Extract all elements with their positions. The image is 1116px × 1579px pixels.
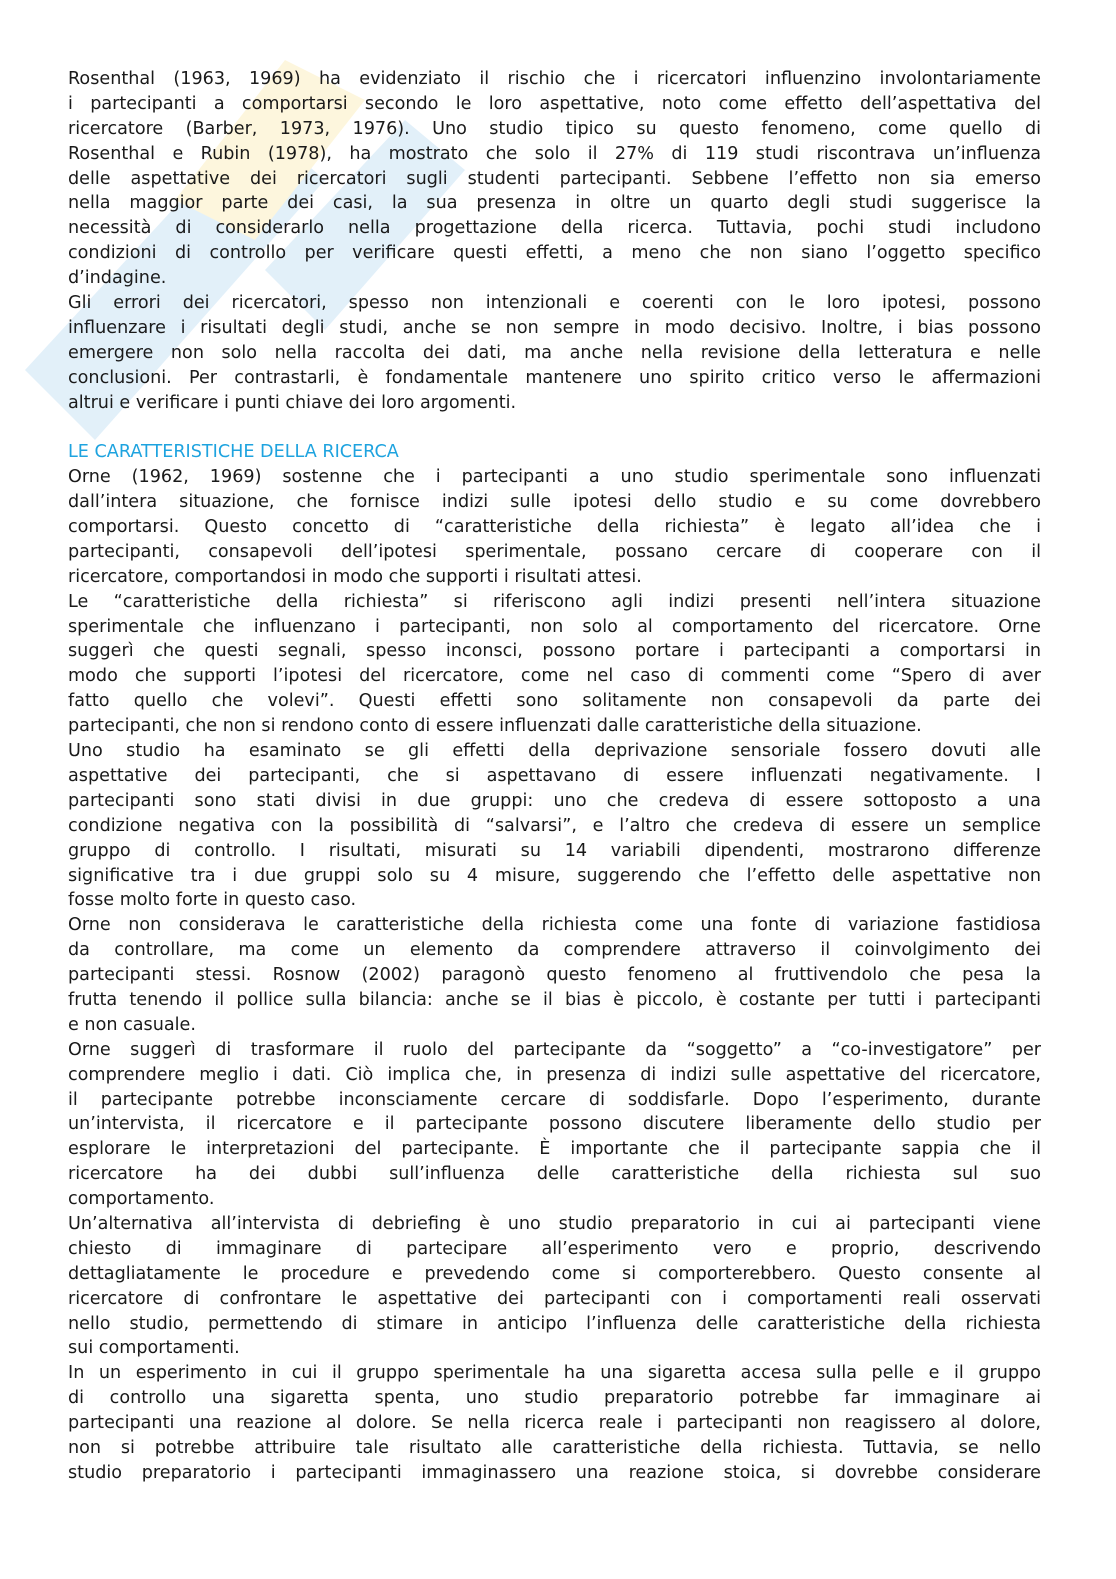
text-line: un’intervista, il ricercatore e il partecipante possono discutere liberamente dello studio per [68, 1114, 1041, 1135]
text-line: da controllare, ma come un elemento da comprendere attraverso il coinvolgimento dei [68, 940, 1041, 961]
text-line: studio preparatorio i partecipanti immaginassero una reazione stoica, si dovrebbe considerare [68, 1462, 1041, 1483]
text-line: emergere non solo nella raccolta dei dati, ma anche nella revisione della letteratura e nelle [68, 342, 1041, 363]
text-line: di controllo una sigaretta spenta, uno studio preparatorio potrebbe far immaginare ai [68, 1388, 1041, 1409]
text-line: partecipanti, consapevoli dell’ipotesi sperimentale, possano cercare di cooperare con il [68, 541, 1041, 562]
text-line: partecipanti sono stati divisi in due gruppi: uno che credeva di essere sottoposto a una [68, 790, 1041, 811]
paragraph [68, 67, 1041, 291]
text-line: condizione negativa con la possibilità di “salvarsi”, e l’altro che credeva di essere un semplice [68, 815, 1041, 836]
text-line: Orne (1962, 1969) sostenne che i partecipanti a uno studio sperimentale sono influenzati [68, 467, 1041, 488]
document-page [68, 67, 1041, 1486]
text-line: Gli errori dei ricercatori, spesso non intenzionali e coerenti con le loro ipotesi, possono [68, 293, 1041, 314]
text-line: Orne non considerava le caratteristiche della richiesta come una fonte di variazione fastidiosa [68, 915, 1041, 936]
text-line: ricercatore di confrontare le aspettative dei partecipanti con i comportamenti reali osservati [68, 1288, 1041, 1309]
text-line: nella maggior parte dei casi, la sua presenza in oltre un quarto degli studi suggerisce la [68, 193, 1041, 214]
text-line: sperimentale che influenzano i partecipanti, non solo al comportamento del ricercatore. Orne [68, 616, 1041, 637]
text-line: Le “caratteristiche della richiesta” si riferiscono agli indizi presenti nell’intera situazione [68, 591, 1041, 612]
text-line: Uno studio ha esaminato se gli effetti della deprivazione sensoriale fossero dovuti alle [68, 741, 1041, 762]
text-line: Un’alternativa all’intervista di debriefing è uno studio preparatorio in cui ai partecipanti viene [68, 1213, 1041, 1234]
text-line: non si potrebbe attribuire tale risultato alle caratteristiche della richiesta. Tuttavia, se nello [68, 1437, 1041, 1458]
text-line: partecipanti una reazione al dolore. Se nella ricerca reale i partecipanti non reagissero al dolore, [68, 1413, 1041, 1434]
text-line: comportarsi. Questo concetto di “caratteristiche della richiesta” è legato all’idea che i [68, 517, 1041, 538]
paragraph [68, 590, 1041, 739]
text-line: comportamento. [68, 1189, 215, 1210]
text-line: condizioni di controllo per verificare questi effetti, a meno che non siano l’oggetto specifico [68, 243, 1041, 264]
text-line: esplorare le interpretazioni del partecipante. È importante che il partecipante sappia che il [68, 1139, 1041, 1160]
text-line: aspettative dei partecipanti, che si aspettavano di essere influenzati negativamente. I [68, 765, 1041, 786]
paragraph [68, 1212, 1041, 1361]
text-line: significative tra i due gruppi solo su 4 misure, suggerendo che l’effetto delle aspettative non [68, 865, 1041, 886]
text-line: ricercatore (Barber, 1973, 1976). Uno studio tipico su questo fenomeno, come quello di [68, 118, 1041, 139]
text-line: partecipanti stessi. Rosnow (2002) paragonò questo fenomeno al fruttivendolo che pesa la [68, 965, 1041, 986]
paragraph [68, 739, 1041, 913]
text-line: frutta tenendo il pollice sulla bilancia: anche se il bias è piccolo, è costante per tutti i partecipanti [68, 989, 1041, 1010]
text-line: gruppo di controllo. I risultati, misurati su 14 variabili dipendenti, mostrarono differenze [68, 840, 1041, 861]
section-heading: LE CARATTERISTICHE DELLA RICERCA [68, 442, 399, 463]
blank-line [68, 415, 1041, 440]
text-line: i partecipanti a comportarsi secondo le loro aspettative, noto come effetto dell’aspettativa del [68, 93, 1041, 114]
text-line: chiesto di immaginare di partecipare all’esperimento vero e proprio, descrivendo [68, 1238, 1041, 1259]
text-line: influenzare i risultati degli studi, anche se non sempre in modo decisivo. Inoltre, i bias possono [68, 317, 1041, 338]
text-line: e non casuale. [68, 1014, 196, 1035]
text-line: modo che supporti l’ipotesi del ricercatore, come nel caso di commenti come “Spero di aver [68, 666, 1041, 687]
text-line: partecipanti, che non si rendono conto di essere influenzati dalle caratteristiche della situazione. [68, 716, 922, 737]
text-line: conclusioni. Per contrastarli, è fondamentale mantenere uno spirito critico verso le affermazioni [68, 367, 1041, 388]
text-line: delle aspettative dei ricercatori sugli studenti partecipanti. Sebbene l’effetto non sia emerso [68, 168, 1041, 189]
text-line: Orne suggerì di trasformare il ruolo del partecipante da “soggetto” a “co-investigatore” per [68, 1039, 1041, 1060]
text-line: ricercatore ha dei dubbi sull’influenza delle caratteristiche della richiesta sul suo [68, 1164, 1041, 1185]
text-line: Rosenthal (1963, 1969) ha evidenziato il rischio che i ricercatori influenzino involontariamente [68, 69, 1041, 89]
text-line: dettagliatamente le procedure e prevedendo come si comporterebbero. Questo consente al [68, 1263, 1041, 1284]
text-line: altrui e verificare i punti chiave dei loro argomenti. [68, 392, 517, 413]
paragraph [68, 1361, 1041, 1485]
text-line: fosse molto forte in questo caso. [68, 890, 357, 911]
text-line: il partecipante potrebbe inconsciamente cercare di soddisfarle. Dopo l’esperimento, durante [68, 1089, 1041, 1110]
text-line: suggerì che questi segnali, spesso inconsci, possono portare i partecipanti a comportarsi in [68, 641, 1041, 662]
text-line: sui comportamenti. [68, 1338, 240, 1359]
text-line: necessità di considerarlo nella progettazione della ricerca. Tuttavia, pochi studi includono [68, 218, 1041, 239]
paragraph [68, 291, 1041, 415]
text-line: Rosenthal e Rubin (1978), ha mostrato che solo il 27% di 119 studi riscontrava un’influenza [68, 143, 1041, 164]
paragraph [68, 1038, 1041, 1212]
text-line: d’indagine. [68, 268, 167, 289]
text-line: nello studio, permettendo di stimare in anticipo l’influenza delle caratteristiche della richiesta [68, 1313, 1041, 1334]
text-line: dall’intera situazione, che fornisce indizi sulle ipotesi dello studio e su come dovrebbero [68, 492, 1041, 513]
paragraph [68, 465, 1041, 589]
text-line: fatto quello che volevi”. Questi effetti sono solitamente non consapevoli da parte dei [68, 691, 1041, 712]
paragraph [68, 913, 1041, 1037]
text-line: ricercatore, comportandosi in modo che supporti i risultati attesi. [68, 566, 642, 587]
text-line: In un esperimento in cui il gruppo sperimentale ha una sigaretta accesa sulla pelle e il gruppo [68, 1363, 1041, 1384]
text-line: comprendere meglio i dati. Ciò implica che, in presenza di indizi sulle aspettative del ricercatore, [68, 1064, 1041, 1085]
